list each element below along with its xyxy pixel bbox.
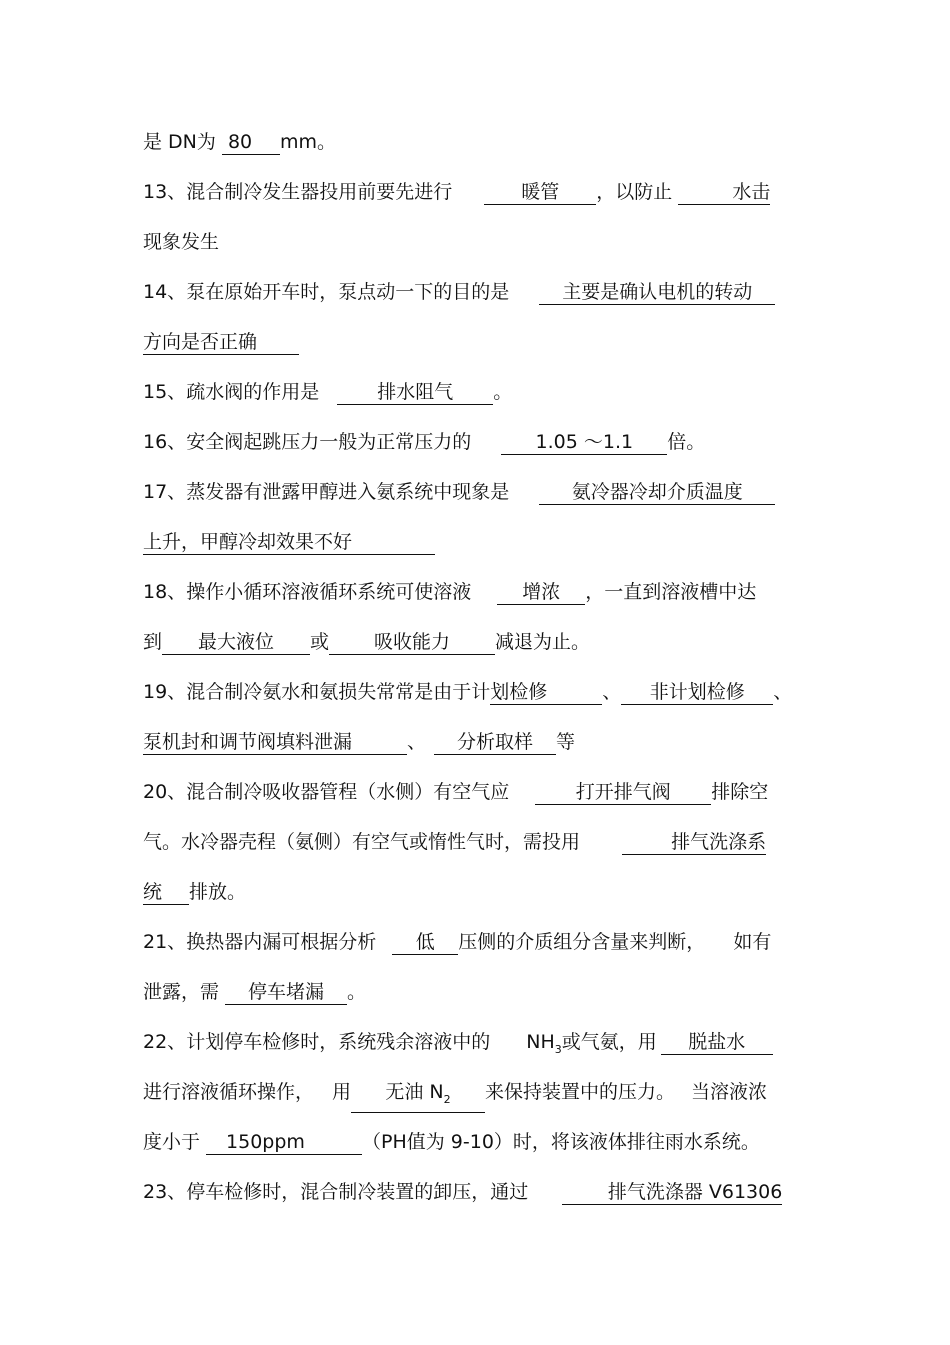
q14-answer-1: 主要是确认电机的转动 [539,280,775,305]
q22-number: 22、 [143,1031,187,1053]
q20-suffix: 排放。 [189,881,247,903]
q19-line-1 [143,679,813,705]
q19-separator-1: 、 [602,681,622,703]
q19-number: 19、 [143,681,187,703]
q20-text-2: 气。水冷器壳程（氨侧）有空气或惰性气时，需投用 [143,831,581,853]
q13-answer-2: 水击 [678,180,770,205]
q17-text: 蒸发器有泄露甲醇进入氨系统中现象是 [186,481,510,503]
q14-text: 泵在原始开车时，泵点动一下的目的是 [186,281,510,303]
q12-suffix: mm。 [279,131,336,153]
q22-middle-3: 来保持装置中的压力。 [485,1081,676,1103]
q22-line-2 [143,1079,813,1113]
q18-answer-2: 最大液位 [162,630,310,655]
q17-answer-1-cont: 上升，甲醇冷却效果不好 [143,530,435,555]
q15-line [143,379,813,405]
q22-answer-3: 150ppm [206,1130,362,1155]
q20-answer-1: 打开排气阀 [535,780,711,805]
q16-line [143,429,813,455]
q15-answer-1: 排水阻气 [337,380,493,405]
q16-answer-1: 1.05 ～1.1 [501,430,667,455]
q22-text: 计划停车检修时，系统残余溶液中的 [186,1031,491,1053]
q15-text: 疏水阀的作用是 [186,381,320,403]
q21-suffix: 。 [347,981,367,1003]
q14-line-2 [143,329,813,355]
q20-line-1 [143,779,813,805]
q17-answer-1: 氨冷器冷却介质温度 [539,480,775,505]
q17-line-1 [143,479,813,505]
q22-suffix: （PH值为 9-10）时，将该液体排往雨水系统。 [362,1131,760,1153]
q21-number: 21、 [143,931,187,953]
q19-separator-3: 、 [407,731,427,753]
q18-line-2 [143,629,813,655]
q20-line-2 [143,829,813,855]
q23-line [143,1179,813,1205]
q13-line-2 [143,229,813,255]
q20-middle: 排除空 [711,781,769,803]
q20-line-3 [143,879,813,905]
q21-middle-2: 如有 [733,931,772,953]
q15-suffix: 。 [493,381,513,403]
q21-answer-1: 低 [392,930,458,955]
q21-prefix-2: 泄露，需 [143,981,220,1003]
q16-suffix: 倍。 [667,431,706,453]
q17-line-2 [143,529,813,555]
q19-suffix: 等 [556,731,576,753]
q19-answer-4: 分析取样 [434,730,556,755]
q13-number: 13、 [143,181,187,203]
q21-text: 换热器内漏可根据分析 [186,931,377,953]
q22-middle-4: 当溶液浓 [691,1081,768,1103]
q18-middle: ，一直到溶液槽中达 [585,581,757,603]
q13-line-1 [143,179,813,205]
q21-middle: 压侧的介质组分含量来判断， [458,931,706,953]
q12-text: 是 DN为 [143,131,216,153]
q13-continuation: 现象发生 [143,231,220,253]
q19-answer-3: 泵机封和调节阀填料泄漏 [143,730,407,755]
q18-middle-2: 或 [310,631,330,653]
q22-nh3: NH [526,1031,555,1053]
q18-suffix: 减退为止。 [495,631,591,653]
q22-answer-1: 脱盐水 [661,1030,773,1055]
q22-line-1 [143,1029,813,1063]
q23-text: 停车检修时，混合制冷装置的卸压，通过 [186,1181,529,1203]
q22-answer-2-subscript: 2 [443,1092,451,1106]
q14-answer-1-cont: 方向是否正确 [143,330,299,355]
q13-answer-1: 暖管 [484,180,596,205]
q18-answer-1: 增浓 [497,580,585,605]
q22-middle: 或气氨，用 [561,1031,657,1053]
q22-prefix-3: 度小于 [143,1131,201,1153]
q13-middle: ，以防止 [596,181,673,203]
q22-answer-2 [351,1080,485,1113]
q19-answer-1: 划检修 [490,680,602,705]
q21-line-2 [143,979,813,1005]
q18-line-1 [143,579,813,605]
q19-separator-2: 、 [773,681,793,703]
q21-line-1 [143,929,813,955]
q22-prefix-2: 进行溶液循环操作， [143,1081,315,1103]
q23-answer-1: 排气洗涤器 V61306 [562,1180,782,1205]
q12-answer-1: 80 [222,130,280,155]
q14-number: 14、 [143,281,187,303]
q16-text: 安全阀起跳压力一般为正常压力的 [186,431,472,453]
q22-nh3-subscript: 3 [554,1042,562,1056]
q20-answer-2: 排气洗涤系 [622,830,766,855]
q20-answer-2-cont: 统 [143,880,189,905]
q16-number: 16、 [143,431,187,453]
q15-number: 15、 [143,381,187,403]
q23-number: 23、 [143,1181,187,1203]
q19-line-2 [143,729,813,755]
q18-number: 18、 [143,581,187,603]
q19-answer-2: 非计划检修 [621,680,773,705]
q22-middle-2: 用 [332,1081,352,1103]
q20-number: 20、 [143,781,187,803]
q14-line-1 [143,279,813,305]
q22-line-3 [143,1129,813,1155]
q13-text: 混合制冷发生器投用前要先进行 [186,181,453,203]
q12-line [143,129,813,155]
q22-answer-2-text: 无油 N [385,1081,444,1103]
q18-prefix-2: 到 [143,631,163,653]
q18-answer-3: 吸收能力 [329,630,495,655]
q17-number: 17、 [143,481,187,503]
q19-text: 混合制冷氨水和氨损失常常是由于计 [186,681,491,703]
q20-text: 混合制冷吸收器管程（水侧）有空气应 [186,781,510,803]
q18-text: 操作小循环溶液循环系统可使溶液 [186,581,472,603]
q21-answer-2: 停车堵漏 [225,980,347,1005]
